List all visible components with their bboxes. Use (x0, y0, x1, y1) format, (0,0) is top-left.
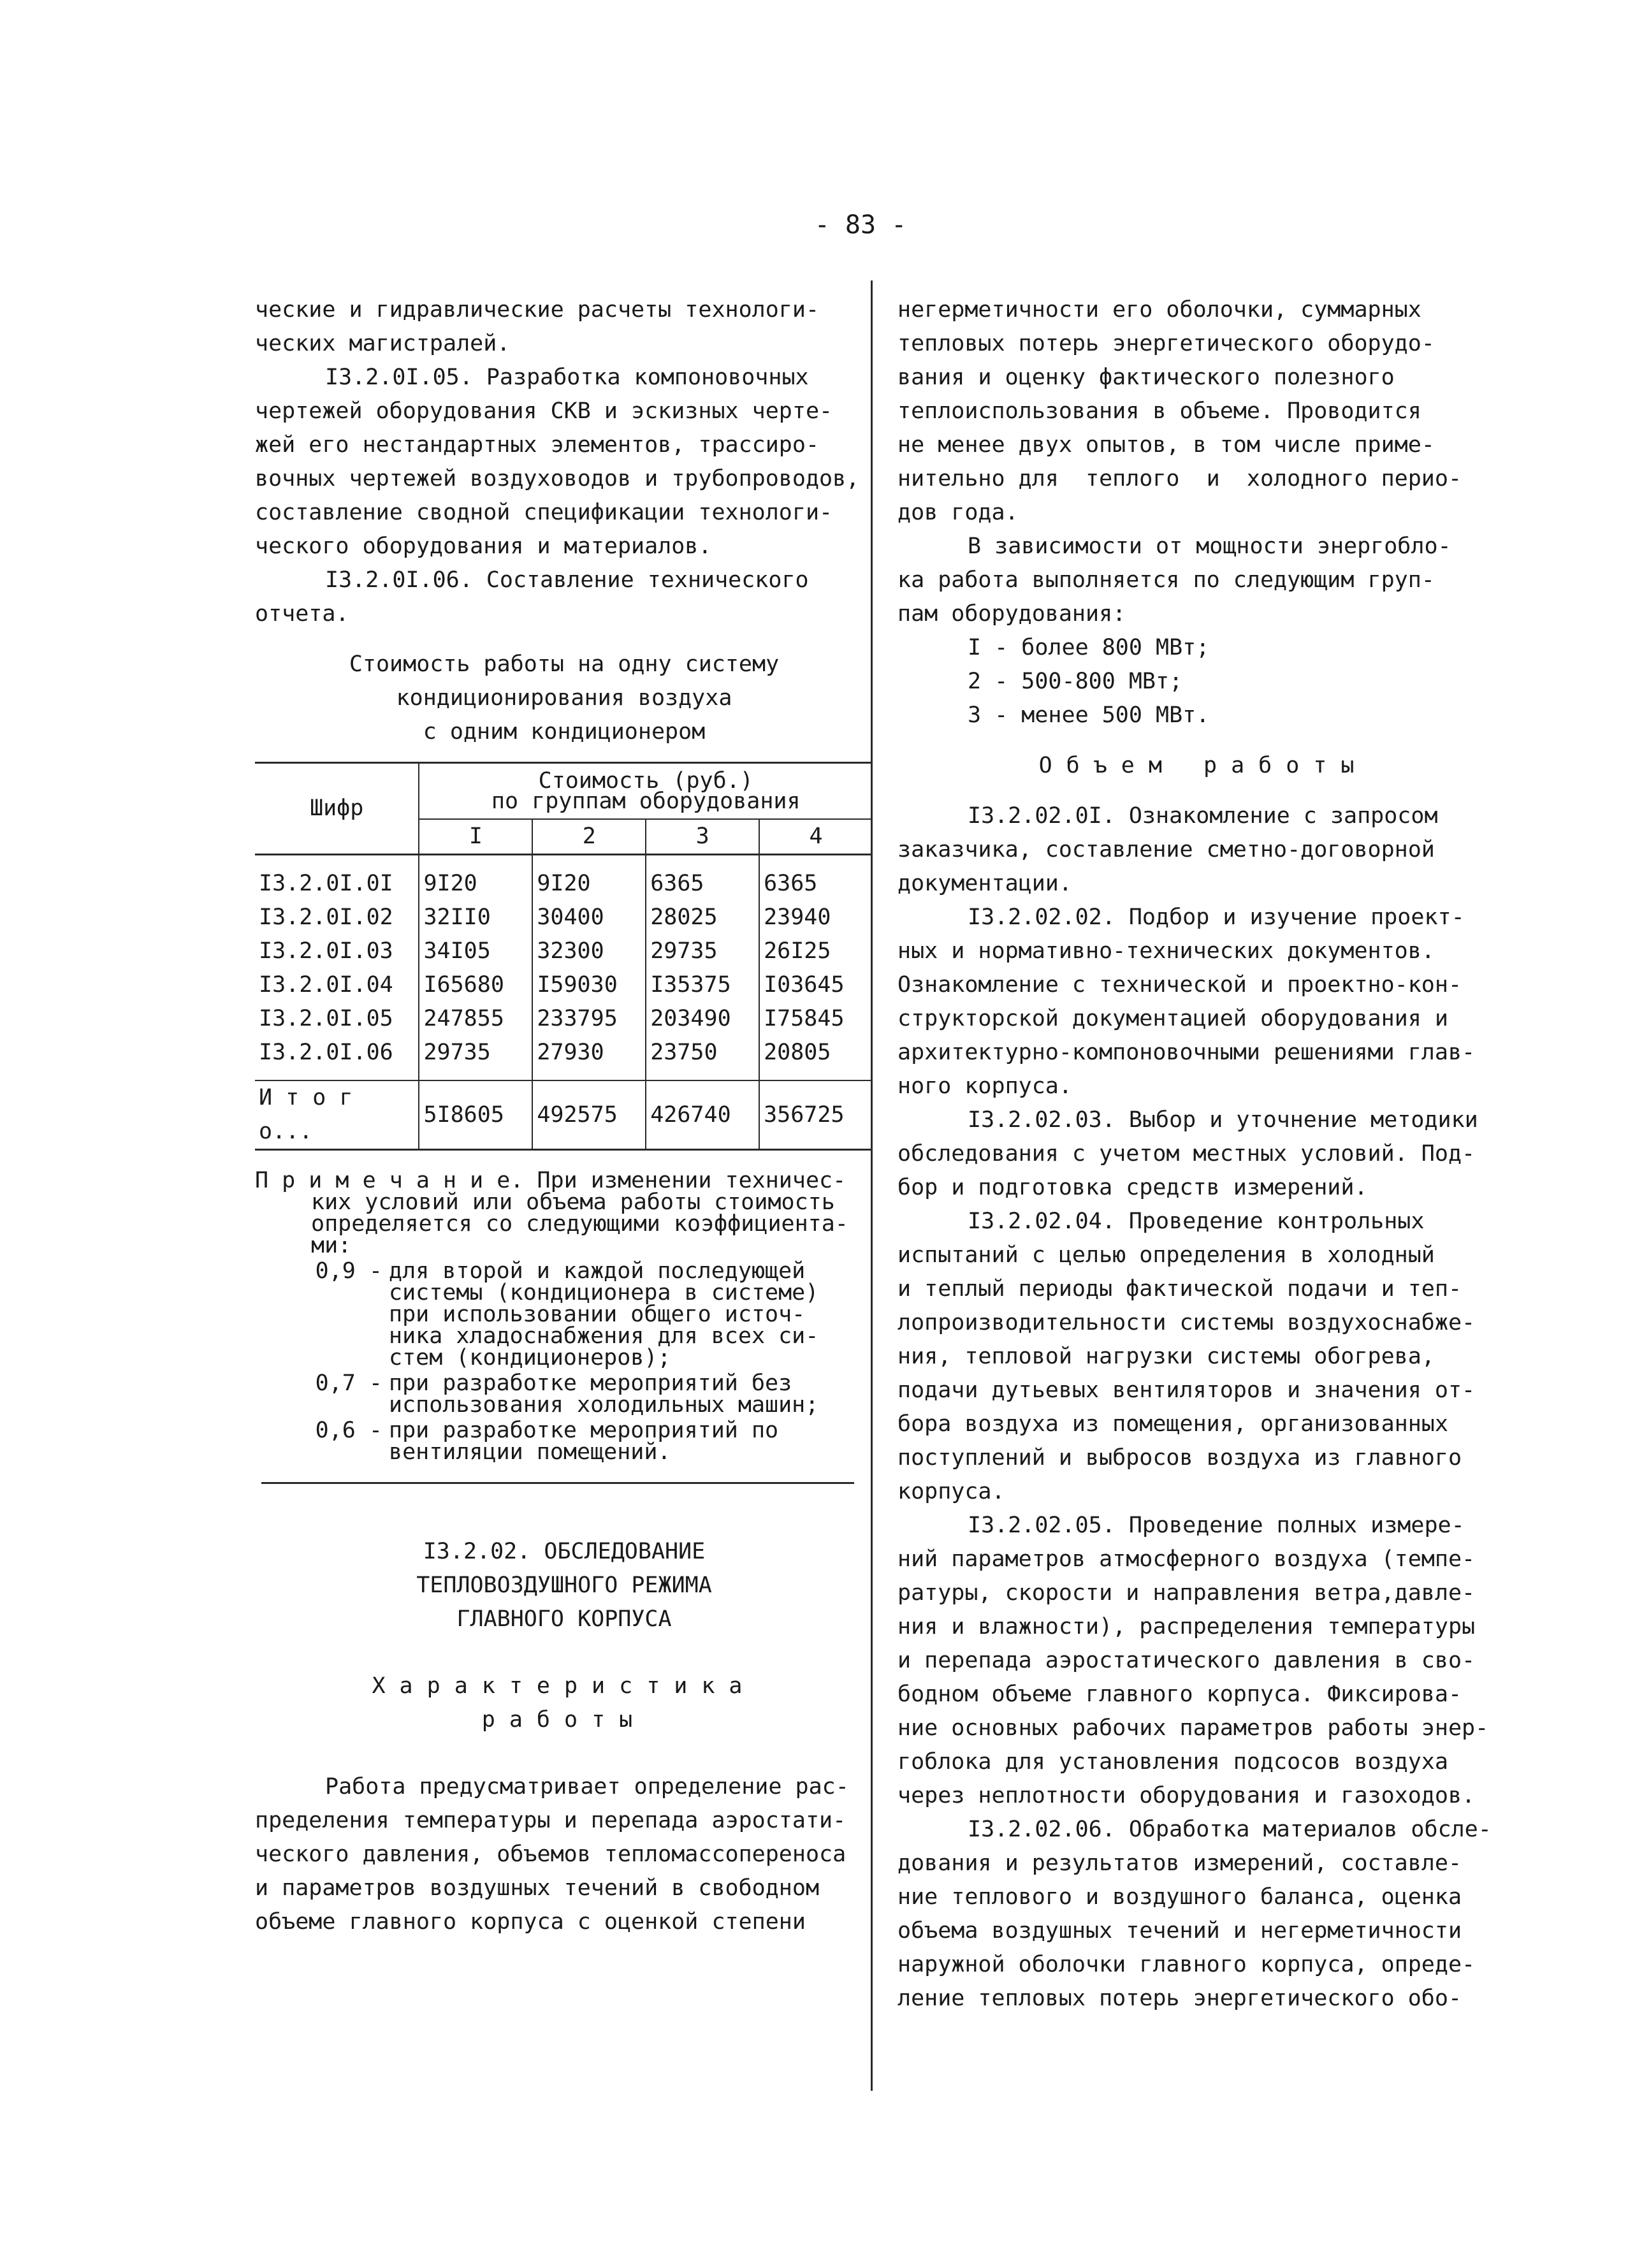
paragraph-work-description (255, 1770, 873, 1939)
text-line: ческого давления, объемов тепломассопереноса (255, 1842, 847, 1867)
section-title (255, 1535, 873, 1636)
note-text-line: определяется со следующими коэффициента- (311, 1211, 848, 1237)
text-line: объеме главного корпуса с оценкой степени (255, 1909, 806, 1935)
paragraph-calc-continuation (255, 293, 873, 361)
text-line: I3.2.02.05. Проведение полных измере- (968, 1513, 1465, 1538)
work-item-13-2-02-01 (898, 799, 1509, 901)
text-line: ление тепловых потерь энергетического обо- (898, 1986, 1462, 2011)
table-total-row (255, 1080, 872, 1150)
row-value: I75845 (759, 1002, 872, 1036)
text-line: не менее двух опытов, в том числе приме- (898, 432, 1435, 458)
section-title-line: ТЕПЛОВОЗДУШНОГО РЕЖИМА (416, 1573, 712, 1598)
characteristic-title-line: Характеристика (372, 1673, 757, 1699)
note-text-line: ми: (311, 1233, 352, 1258)
text-line: пределения температуры и перепада аэростати- (255, 1808, 847, 1833)
characteristic-title (255, 1669, 873, 1737)
note-text-line: ких условий или объема работы стоимость (311, 1189, 835, 1215)
text-line: с одним кондиционером (423, 719, 706, 745)
left-column (255, 293, 873, 1939)
cost-table-wrapper (255, 762, 873, 1151)
row-value: 34I05 (419, 934, 532, 968)
text-line: ка работа выполняется по следующим груп- (898, 567, 1435, 593)
text-line: вочных чертежей воздуховодов и трубопроводов, (255, 466, 860, 491)
row-value: I35375 (646, 968, 759, 1002)
text-line: бодном объеме главного корпуса. Фиксирова- (898, 1682, 1462, 1707)
header-cost-line-2: по группам оборудования (491, 789, 801, 814)
row-value: 20805 (759, 1036, 872, 1080)
table-row (255, 901, 872, 934)
text-line: документации. (898, 871, 1072, 896)
power-group-item: I - более 800 МВт; (968, 635, 1210, 660)
text-line: обследования с учетом местных условий. Под- (898, 1141, 1476, 1167)
row-value: 30400 (532, 901, 646, 934)
text-line: ния и влажности), распределения температуры (898, 1614, 1476, 1639)
right-column (898, 293, 1509, 2016)
text-line: I3.2.02.06. Обработка материалов обсле- (968, 1817, 1492, 1842)
power-group-item: 2 - 500-800 МВт; (968, 669, 1183, 694)
row-code: I3.2.0I.03 (259, 938, 393, 964)
text-line: заказчика, составление сметно-договорной (898, 837, 1435, 862)
row-value: 29735 (419, 1036, 532, 1080)
row-value: 32300 (532, 934, 646, 968)
text-line: ческие и гидравлические расчеты технологи- (255, 297, 820, 323)
row-code: I3.2.0I.06 (259, 1040, 393, 1065)
header-group-3: 3 (646, 819, 759, 855)
text-line: наружной оболочки главного корпуса, опреде- (898, 1952, 1476, 1977)
text-line: ческого оборудования и материалов. (255, 534, 712, 559)
row-value: 233795 (532, 1002, 646, 1036)
text-line: ратуры, скорости и направления ветра,давле- (898, 1580, 1476, 1606)
text-line: объема воздушных течений и негерметичности (898, 1918, 1462, 1944)
text-line: структорской документацией оборудования и (898, 1006, 1448, 1031)
coefficient-item (255, 1420, 873, 1463)
total-label: И т о г о... (255, 1080, 419, 1150)
volume-title: Объем работы (1038, 753, 1369, 778)
paragraph-13-2-01-05 (255, 361, 873, 563)
note-lead: П р и м е ч а н и е. (255, 1168, 524, 1193)
text-line: дов года. (898, 500, 1019, 525)
text-line: ных и нормативно-технических документов. (898, 938, 1435, 964)
text-line: кондиционирования воздуха (396, 685, 732, 711)
coefficient-value: 0,7 - (315, 1370, 382, 1396)
header-cost-line-1: Стоимость (руб.) (538, 768, 753, 794)
text-line: теплоиспользования в объеме. Проводится (898, 398, 1421, 424)
row-value: 247855 (419, 1002, 532, 1036)
work-item-13-2-02-04 (898, 1205, 1509, 1509)
text-line: I3.2.02.04. Проведение контрольных (968, 1209, 1425, 1234)
paragraph-13-2-01-06 (255, 563, 873, 631)
row-value: 9I20 (419, 855, 532, 901)
row-value: I03645 (759, 968, 872, 1002)
coefficient-text-line: системы (кондиционера в системе) (389, 1280, 819, 1305)
text-line: тепловых потерь энергетического оборудо- (898, 331, 1435, 356)
text-line: I3.2.02.02. Подбор и изучение проект- (968, 905, 1465, 930)
text-line: I3.2.0I.05. Разработка компоновочных (325, 365, 809, 390)
total-value: 426740 (646, 1080, 759, 1150)
row-value: 6365 (759, 855, 872, 901)
characteristic-title-line: работы (481, 1707, 647, 1733)
coefficient-text-line: для второй и каждой последующей (389, 1258, 806, 1284)
text-line: подачи дутьевых вентиляторов и значения от- (898, 1378, 1476, 1403)
total-value: 492575 (532, 1080, 646, 1150)
row-code: I3.2.0I.0I (255, 855, 419, 901)
table-row (255, 968, 872, 1002)
row-value: 29735 (646, 934, 759, 968)
row-value: 9I20 (532, 855, 646, 901)
text-line: ческих магистралей. (255, 331, 511, 356)
table-row (255, 855, 872, 901)
work-item-13-2-02-05 (898, 1509, 1509, 1813)
text-line: негерметичности его оболочки, суммарных (898, 297, 1421, 323)
work-item-13-2-02-02 (898, 901, 1509, 1103)
header-code: Шифр (255, 763, 419, 855)
text-line: вания и оценку фактического полезного (898, 365, 1395, 390)
text-line: Стоимость работы на одну систему (349, 651, 780, 677)
cost-table (255, 762, 872, 1151)
text-line: и перепада аэростатического давления в сво- (898, 1648, 1476, 1673)
text-line: и параметров воздушных течений в свободном (255, 1875, 820, 1901)
text-line: Ознакомление с технической и проектно-кон- (898, 972, 1462, 998)
coefficient-text-line: вентиляции помещений. (389, 1439, 671, 1465)
paragraph-power-groups (898, 530, 1509, 631)
coefficient-value: 0,6 - (315, 1418, 382, 1443)
coefficient-text-line: использования холодильных машин; (389, 1392, 819, 1418)
note-text-line: При изменении техничес- (523, 1168, 847, 1193)
coefficient-text-line: при использовании общего источ- (389, 1302, 806, 1327)
text-line: В зависимости от мощности энергобло- (968, 534, 1451, 559)
table-row (255, 934, 872, 968)
text-line: чертежей оборудования СКВ и эскизных черте- (255, 398, 833, 424)
row-value: 203490 (646, 1002, 759, 1036)
text-line: дования и результатов измерений, составле- (898, 1850, 1462, 1876)
total-value: 5I8605 (419, 1080, 532, 1150)
row-code: I3.2.0I.04 (259, 972, 393, 998)
row-value: 28025 (646, 901, 759, 934)
power-group-list (898, 631, 1509, 732)
header-group-4: 4 (759, 819, 872, 855)
text-line: пам оборудования: (898, 601, 1126, 627)
coefficient-item (255, 1372, 873, 1416)
text-line: бор и подготовка средств измерений. (898, 1175, 1368, 1200)
text-line: ного корпуса. (898, 1073, 1072, 1099)
work-item-13-2-02-03 (898, 1103, 1509, 1205)
text-line: ние основных рабочих параметров работы энер- (898, 1715, 1489, 1741)
text-line: ния, тепловой нагрузки системы обогрева, (898, 1344, 1435, 1369)
text-line: бора воздуха из помещения, организованных (898, 1411, 1448, 1437)
row-value: 27930 (532, 1036, 646, 1080)
text-line: I3.2.02.0I. Ознакомление с запросом (968, 803, 1438, 829)
row-value: 26I25 (759, 934, 872, 968)
text-line: отчета. (255, 601, 349, 627)
row-value: 23940 (759, 901, 872, 934)
text-line: нительно для теплого и холодного перио- (898, 466, 1462, 491)
coefficient-text-line: стем (кондиционеров); (389, 1345, 671, 1370)
text-line: ние теплового и воздушного баланса, оценка (898, 1884, 1462, 1910)
row-code: I3.2.0I.02 (259, 905, 393, 930)
text-line: через неплотности оборудования и газоходов. (898, 1783, 1476, 1808)
row-code: I3.2.0I.05 (259, 1006, 393, 1031)
work-item-13-2-02-06 (898, 1813, 1509, 2016)
text-line: испытаний с целью определения в холодный (898, 1242, 1435, 1268)
row-value: 23750 (646, 1036, 759, 1080)
text-line: Работа предусматривает определение рас- (325, 1774, 849, 1799)
row-value: 32II0 (419, 901, 532, 934)
coefficient-item (255, 1260, 873, 1369)
coefficient-text-line: при разработке мероприятий по (389, 1418, 779, 1443)
note-intro (255, 1170, 873, 1256)
coefficient-value: 0,9 - (315, 1258, 382, 1284)
text-line: жей его нестандартных элементов, трассиро- (255, 432, 820, 458)
text-line: поступлений и выбросов воздуха из главного (898, 1445, 1462, 1471)
table-note (255, 1170, 873, 1484)
text-line: ний параметров атмосферного воздуха (темпе- (898, 1546, 1476, 1572)
row-value: I65680 (419, 968, 532, 1002)
text-line: корпуса. (898, 1479, 1005, 1504)
coefficient-text-line: при разработке мероприятий без (389, 1370, 792, 1396)
text-line: и теплый периоды фактической подачи и теп- (898, 1276, 1462, 1302)
text-line: гоблока для установления подсосов воздуха (898, 1749, 1448, 1775)
paragraph-work-continuation (898, 293, 1509, 530)
table-title (255, 648, 873, 749)
section-title-line: I3.2.02. ОБСЛЕДОВАНИЕ (423, 1539, 706, 1564)
total-value: 356725 (759, 1080, 872, 1150)
page-number: - 83 - (814, 210, 907, 240)
text-line: лопроизводительности системы воздухоснабже- (898, 1310, 1476, 1335)
header-group-2: 2 (532, 819, 646, 855)
row-value: 6365 (646, 855, 759, 901)
coefficient-text-line: ника хладоснабжения для всех си- (389, 1323, 819, 1349)
table-row (255, 1002, 872, 1036)
text-line: I3.2.0I.06. Составление технического (325, 567, 809, 593)
text-line: составление сводной спецификации технологи- (255, 500, 833, 525)
row-value: I59030 (532, 968, 646, 1002)
header-group-1: I (419, 819, 532, 855)
section-title-line: ГЛАВНОГО КОРПУСА (456, 1606, 672, 1632)
power-group-item: 3 - менее 500 МВт. (968, 702, 1210, 728)
header-cost (419, 763, 872, 820)
text-line: архитектурно-компоновочными решениями глав- (898, 1040, 1476, 1065)
text-line: I3.2.02.03. Выбор и уточнение методики (968, 1107, 1478, 1133)
table-row (255, 1036, 872, 1080)
